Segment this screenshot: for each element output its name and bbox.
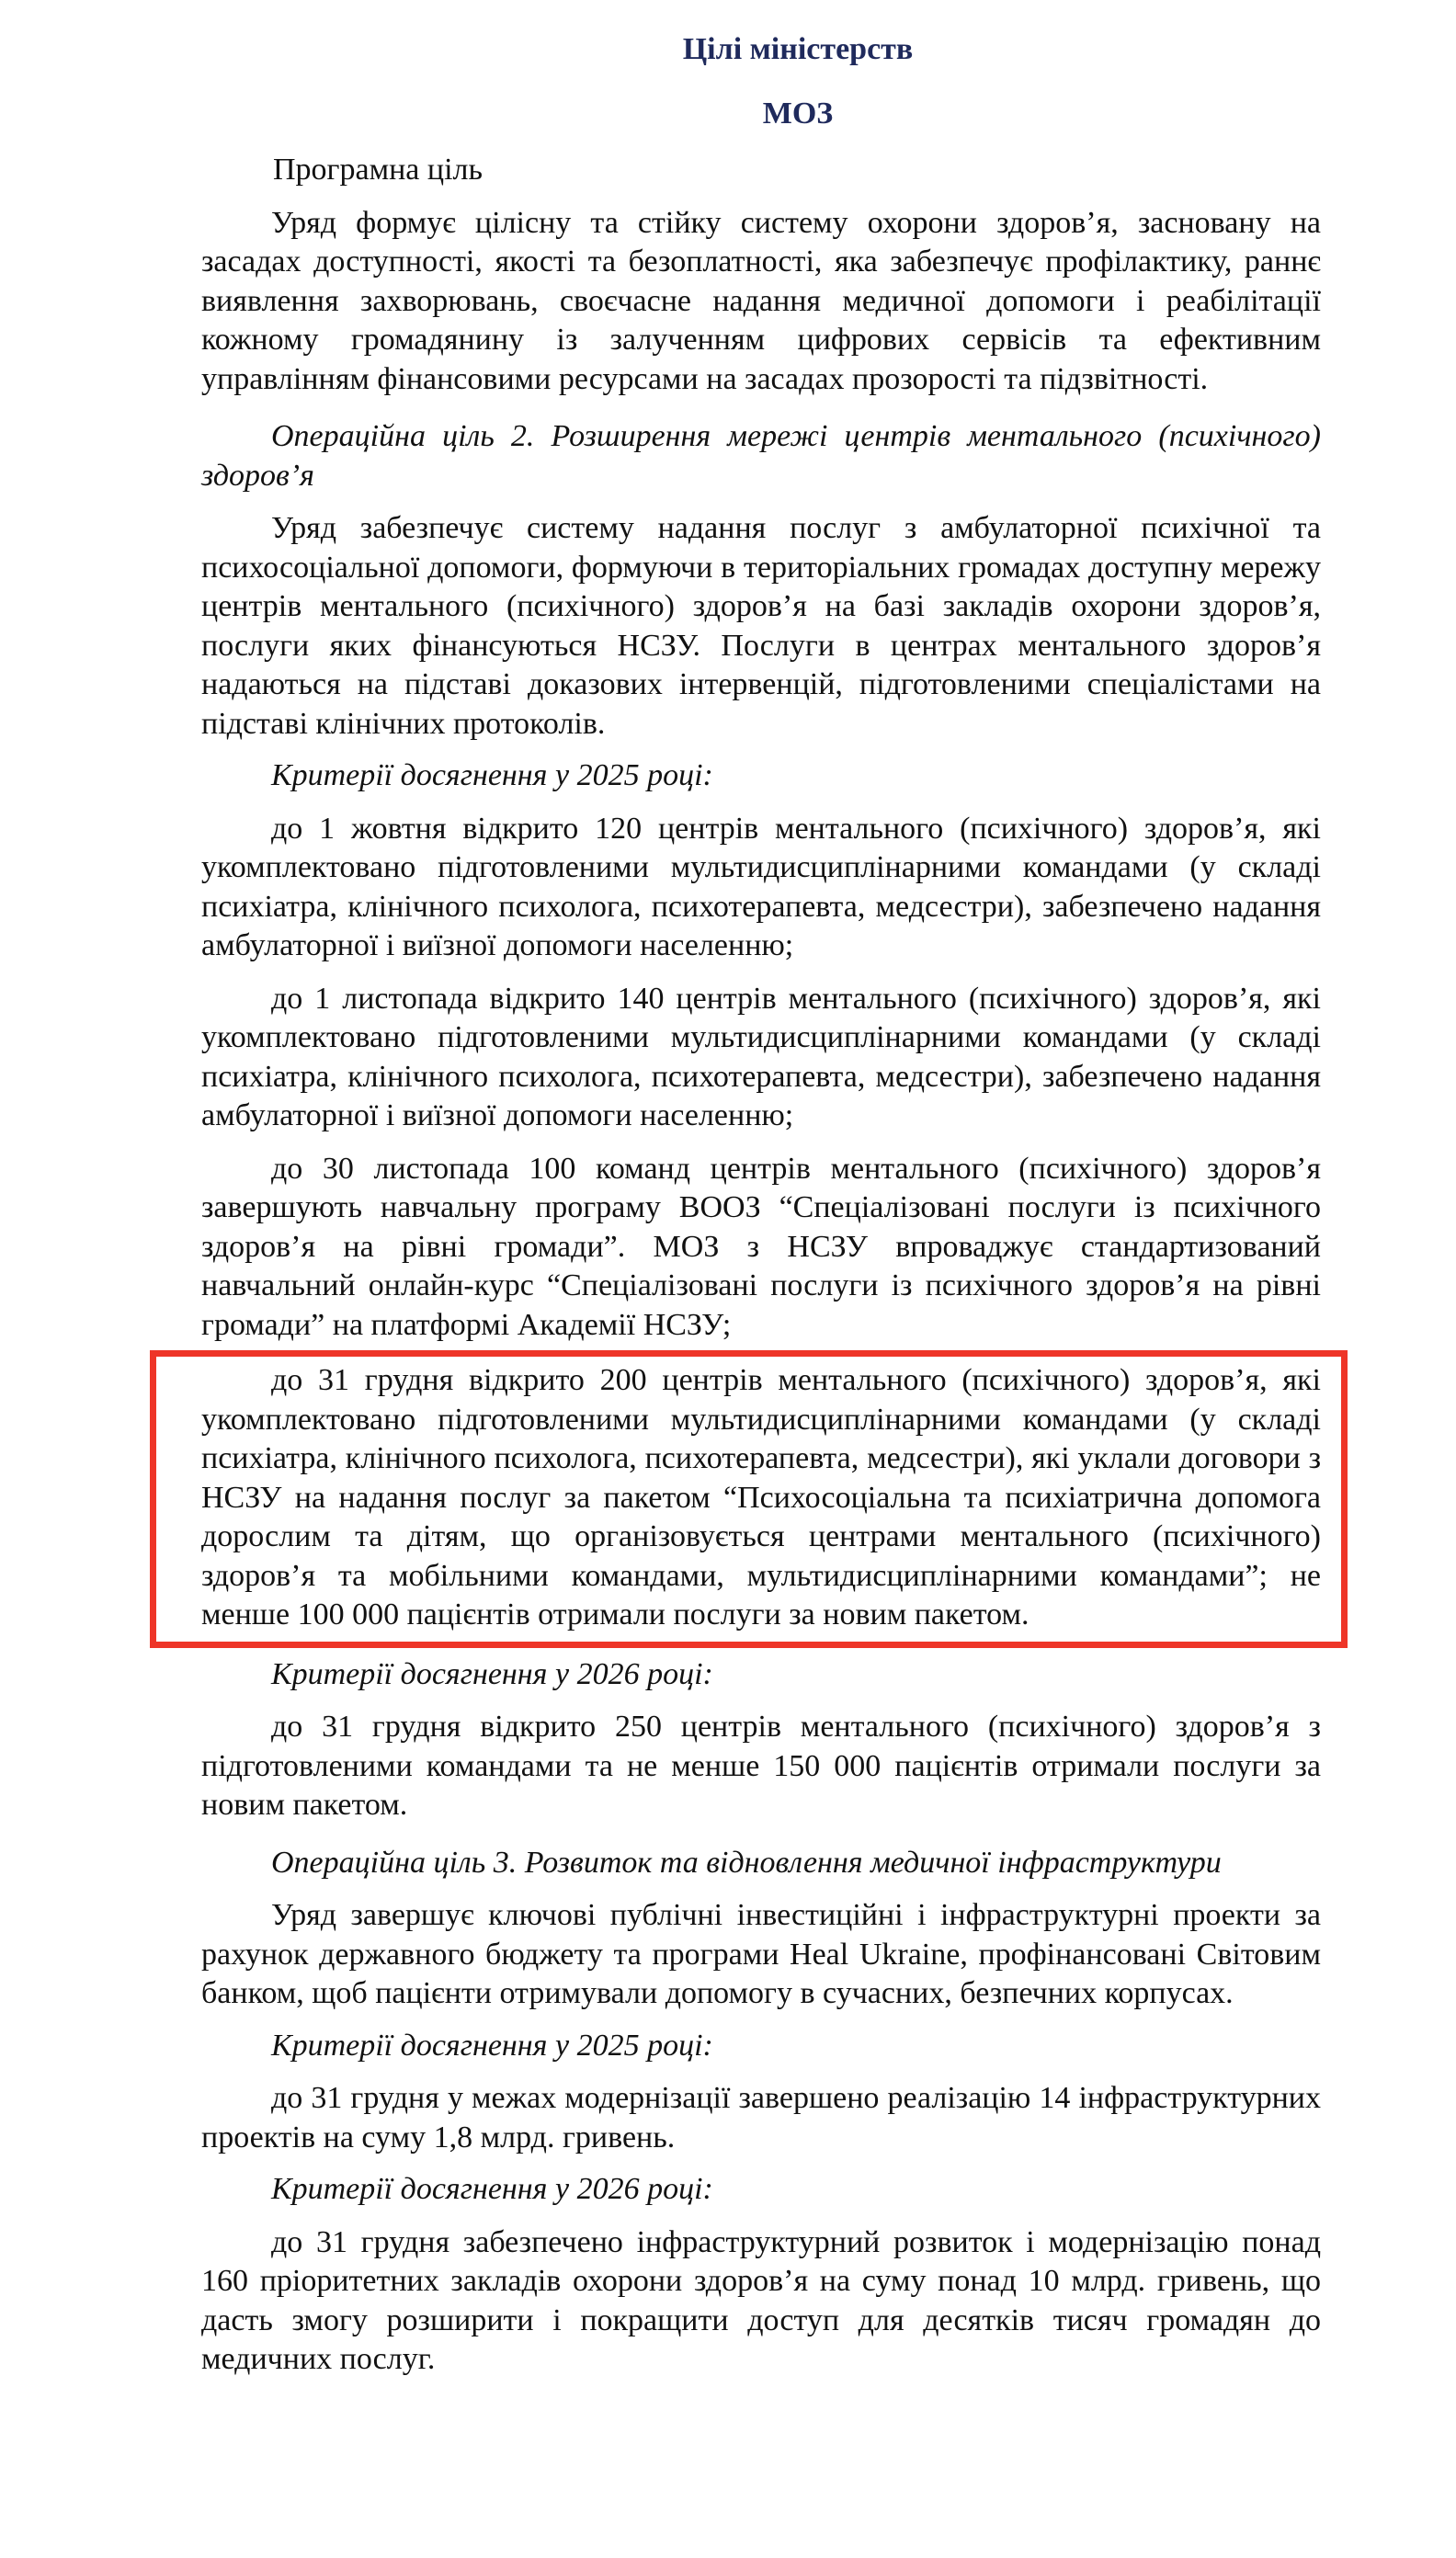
goal2-heading: Операційна ціль 2. Розширення мережі центрів ментального (психічного) здоров’я: [201, 419, 1321, 493]
goal2-highlighted-item: до 31 грудня відкрито 200 центрів ментального (психічного) здоров’я, які укомплектовано підготовленими мультидисциплінарними командами (у складі психіатра, клінічного психолога, психотерапевта, медсестри), які уклали договори з НСЗУ на надання послуг за пакетом “Психосоціальна та психіатрична допомога дорослим та дітям, що організовується центрами ментального (психічного) здоров’я та мобільними командами, мультидисциплінарними командами”; не менше 100 000 пацієнтів отримали послуги за новим пакетом.: [201, 1363, 1321, 1631]
page-title: Цілі міністерств: [682, 32, 914, 66]
goal2-criteria-2026-item: до 31 грудня відкрито 250 центрів ментального (психічного) здоров’я з підготовленими командами та не менше 150 000 пацієнтів отримали послуги за новим пакетом.: [201, 1710, 1321, 1822]
goal2-criteria-2025-label: Критерії досягнення у 2025 році:: [271, 758, 713, 792]
goal2-text: Уряд забезпечує систему надання послуг з амбулаторної психічної та психосоціальної допомоги, формуючи в територіальних громадах доступну мережу центрів ментального (психічного) здоров’я на базі закладів охорони здоров’я, послуги яких фінансуються НСЗУ. Послуги в центрах ментального здоров’я надаються на підставі доказових інтервенцій, підготовленими спеціалістами на підставі клінічних протоколів.: [201, 511, 1321, 741]
goal3-criteria-2026-item: до 31 грудня забезпечено інфраструктурний розвиток і модернізацію понад 160 пріоритетних закладів охорони здоров’я на суму понад 10 млрд. гривень, що дасть змогу розширити і покращити доступ для десятків тисяч громадян до медичних послуг.: [201, 2224, 1321, 2376]
document-body: [201, 0, 1321, 2380]
goal2-criteria-2026-label: Критерії досягнення у 2026 році:: [271, 1656, 713, 1691]
goal2-criteria-2025-item: до 30 листопада 100 команд центрів ментального (психічного) здоров’я завершують навчальну програму ВООЗ “Спеціалізовані послуги із психічного здоров’я на рівні громади”. МОЗ з НСЗУ впроваджує стандартизований навчальний онлайн-курс “Спеціалізовані послуги із психічного здоров’я на рівні громади” на платформі Академії НСЗУ;: [201, 1151, 1321, 1342]
goal3-heading: Операційна ціль 3. Розвиток та відновлення медичної інфраструктури: [271, 1845, 1222, 1880]
goal3-criteria-2026-label: Критерії досягнення у 2026 році:: [271, 2172, 713, 2206]
goal2-criteria-2025-item: до 1 жовтня відкрито 120 центрів ментального (психічного) здоров’я, які укомплектовано підготовленими мультидисциплінарними командами (у складі психіатра, клінічного психолога, психотерапевта, медсестри), забезпечено надання амбулаторної і виїзної допомоги населенню;: [201, 811, 1321, 962]
goal3-criteria-2025-item: до 31 грудня у межах модернізації завершено реалізацію 14 інфраструктурних проектів на суму 1,8 млрд. гривень.: [201, 2081, 1321, 2154]
goal3-criteria-2025-label: Критерії досягнення у 2025 році:: [271, 2028, 713, 2063]
program-goal-label: Програмна ціль: [273, 153, 483, 187]
program-goal-text: Уряд формує цілісну та стійку систему охорони здоров’я, засновану на засадах доступності, якості та безоплатності, яка забезпечує профілактику, раннє виявлення захворювань, своєчасне надання медичної допомоги і реабілітації кожному громадянину із залученням цифрових сервісів та ефективним управлінням фінансовими ресурсами на засадах прозорості та підзвітності.: [201, 205, 1321, 396]
highlighted-section: [201, 1361, 1321, 1635]
goal3-text: Уряд завершує ключові публічні інвестиційні і інфраструктурні проекти за рахунок державного бюджету та програми Heal Ukraine, профінансовані Світовим банком, щоб пацієнти отримували допомогу в сучасних, безпечних корпусах.: [201, 1898, 1321, 2010]
page-subtitle: МОЗ: [762, 97, 834, 131]
goal2-criteria-2025-item: до 1 листопада відкрито 140 центрів ментального (психічного) здоров’я, які укомплектовано підготовленими мультидисциплінарними командами (у складі психіатра, клінічного психолога, психотерапевта, медсестри), забезпечено надання амбулаторної і виїзної допомоги населенню;: [201, 981, 1321, 1132]
